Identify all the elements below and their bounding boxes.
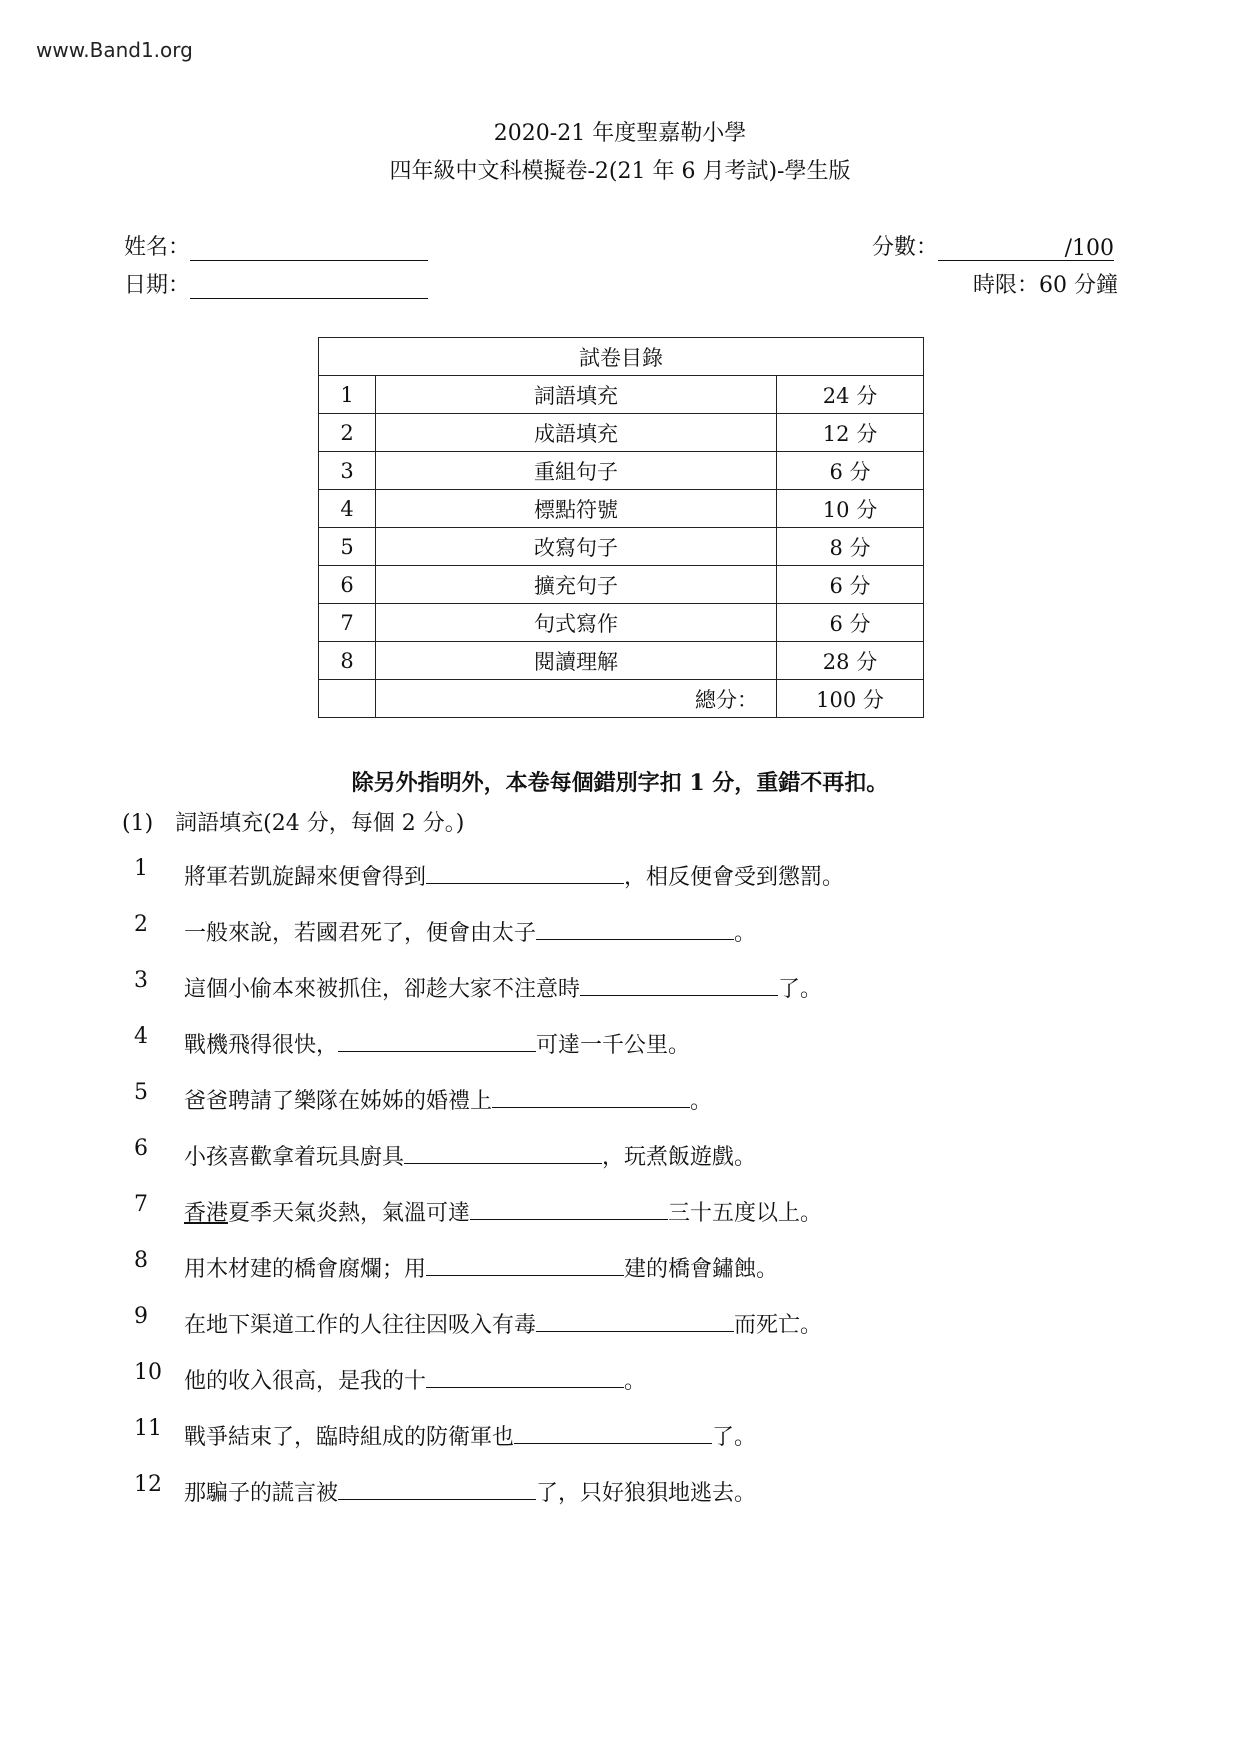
question-text-after: 可達一千公里。 xyxy=(536,1033,691,1058)
question-text xyxy=(184,860,844,891)
row-number: 1 xyxy=(319,376,376,414)
row-section: 句式寫作 xyxy=(376,604,777,642)
question-text xyxy=(184,1196,822,1227)
date-label: 日期： xyxy=(124,273,191,298)
row-number: 4 xyxy=(319,490,376,528)
question-text xyxy=(184,1252,778,1283)
table-row xyxy=(319,604,924,642)
question-number: 5 xyxy=(134,1080,148,1105)
question-text-after: ，相反便會受到懲罰。 xyxy=(624,865,845,890)
score-field xyxy=(872,230,1114,261)
table-title: 試卷目錄 xyxy=(319,338,924,376)
score-line xyxy=(938,236,1114,261)
row-number: 8 xyxy=(319,642,376,680)
question-text-after: 。 xyxy=(690,1089,713,1114)
question-number: 11 xyxy=(134,1416,162,1441)
question-text-after: 建的橋會鏽蝕。 xyxy=(624,1257,779,1282)
total-empty-cell xyxy=(319,680,376,718)
question-text xyxy=(184,1028,690,1059)
row-number: 7 xyxy=(319,604,376,642)
row-number: 2 xyxy=(319,414,376,452)
table-row xyxy=(319,452,924,490)
answer-blank[interactable] xyxy=(536,917,734,940)
question-text-before: 一般來說，若國君死了，便會由太子 xyxy=(184,921,537,946)
question-number: 8 xyxy=(134,1248,148,1273)
row-section: 重組句子 xyxy=(376,452,777,490)
table-row xyxy=(319,414,924,452)
question-text-before: 將軍若凱旋歸來便會得到 xyxy=(184,865,427,890)
row-marks: 6 分 xyxy=(777,604,924,642)
answer-blank[interactable] xyxy=(536,1309,734,1332)
answer-blank[interactable] xyxy=(492,1085,690,1108)
question-number: 1 xyxy=(134,856,148,881)
row-section: 成語填充 xyxy=(376,414,777,452)
contents-table xyxy=(318,337,924,718)
table-row xyxy=(319,528,924,566)
place-name: 香港 xyxy=(184,1201,229,1226)
question-text-before: 爸爸聘請了樂隊在姊姊的婚禮上 xyxy=(184,1089,493,1114)
answer-blank[interactable] xyxy=(338,1477,536,1500)
answer-blank[interactable] xyxy=(470,1197,668,1220)
total-row xyxy=(319,680,924,718)
question-text xyxy=(184,1084,712,1115)
table-row xyxy=(319,376,924,414)
name-line xyxy=(190,236,428,261)
deduction-notice: 除另外指明外，本卷每個錯別字扣 1 分，重錯不再扣。 xyxy=(351,770,889,796)
question-text-before: 這個小偷本來被抓住，卻趁大家不注意時 xyxy=(184,977,581,1002)
question-number: 7 xyxy=(134,1192,148,1217)
question-text-before: 他的收入很高，是我的十 xyxy=(184,1369,427,1394)
answer-blank[interactable] xyxy=(426,1365,624,1388)
question-text xyxy=(184,972,822,1003)
row-marks: 28 分 xyxy=(777,642,924,680)
date-field xyxy=(124,268,428,299)
answer-blank[interactable] xyxy=(404,1141,602,1164)
answer-blank[interactable] xyxy=(338,1029,536,1052)
score-total: /100 xyxy=(1064,236,1115,261)
paper-title: 四年級中文科模擬卷-2(21 年 6 月考試)-學生版 xyxy=(389,159,851,184)
question-text-before: 小孩喜歡拿着玩具廚具 xyxy=(184,1145,405,1170)
answer-blank[interactable] xyxy=(426,1253,624,1276)
table-row xyxy=(319,642,924,680)
question-text-after: 。 xyxy=(624,1369,647,1394)
question-text-after: 了。 xyxy=(712,1425,757,1450)
table-row xyxy=(319,490,924,528)
answer-blank[interactable] xyxy=(514,1421,712,1444)
question-text-before: 夏季天氣炎熱，氣溫可達 xyxy=(228,1201,471,1226)
question-text-after: 了。 xyxy=(778,977,823,1002)
answer-blank[interactable] xyxy=(426,861,624,884)
question-text xyxy=(184,1476,756,1507)
row-section: 詞語填充 xyxy=(376,376,777,414)
table-row xyxy=(319,566,924,604)
total-label: 總分： xyxy=(376,680,777,718)
name-field xyxy=(124,230,428,261)
question-text-after: 而死亡。 xyxy=(734,1313,823,1338)
question-text-before: 在地下渠道工作的人往往因吸入有毒 xyxy=(184,1313,537,1338)
row-marks: 12 分 xyxy=(777,414,924,452)
row-marks: 8 分 xyxy=(777,528,924,566)
date-line xyxy=(190,274,428,299)
row-marks: 6 分 xyxy=(777,566,924,604)
row-section: 閱讀理解 xyxy=(376,642,777,680)
row-section: 標點符號 xyxy=(376,490,777,528)
time-limit: 時限：60 分鐘 xyxy=(973,273,1118,298)
question-number: 12 xyxy=(134,1472,162,1497)
answer-blank[interactable] xyxy=(580,973,778,996)
question-text xyxy=(184,1308,822,1339)
score-label: 分數： xyxy=(872,235,939,260)
row-number: 6 xyxy=(319,566,376,604)
row-section: 改寫句子 xyxy=(376,528,777,566)
name-label: 姓名： xyxy=(124,235,191,260)
question-number: 10 xyxy=(134,1360,162,1385)
question-text xyxy=(184,916,756,947)
row-number: 3 xyxy=(319,452,376,490)
row-marks: 6 分 xyxy=(777,452,924,490)
question-text xyxy=(184,1364,646,1395)
question-text-after: 。 xyxy=(734,921,757,946)
watermark: www.Band1.org xyxy=(36,38,193,62)
question-text-after: 三十五度以上。 xyxy=(668,1201,823,1226)
question-number: 4 xyxy=(134,1024,148,1049)
question-text xyxy=(184,1140,756,1171)
question-text-after: 了，只好狼狽地逃去。 xyxy=(536,1481,757,1506)
question-number: 6 xyxy=(134,1136,148,1161)
row-marks: 10 分 xyxy=(777,490,924,528)
total-value: 100 分 xyxy=(777,680,924,718)
question-number: 3 xyxy=(134,968,148,993)
row-marks: 24 分 xyxy=(777,376,924,414)
question-text xyxy=(184,1420,756,1451)
section-heading: (1) 詞語填充(24 分，每個 2 分。) xyxy=(122,811,465,836)
table-title-row xyxy=(319,338,924,376)
school-title: 2020-21 年度聖嘉勒小學 xyxy=(493,121,747,146)
question-text-before: 用木材建的橋會腐爛；用 xyxy=(184,1257,427,1282)
row-section: 擴充句子 xyxy=(376,566,777,604)
question-number: 9 xyxy=(134,1304,148,1329)
question-text-before: 戰機飛得很快， xyxy=(184,1033,339,1058)
question-text-after: ，玩煮飯遊戲。 xyxy=(602,1145,757,1170)
question-text-before: 戰爭結束了，臨時組成的防衛軍也 xyxy=(184,1425,515,1450)
question-number: 2 xyxy=(134,912,148,937)
row-number: 5 xyxy=(319,528,376,566)
question-text-before: 那騙子的謊言被 xyxy=(184,1481,339,1506)
